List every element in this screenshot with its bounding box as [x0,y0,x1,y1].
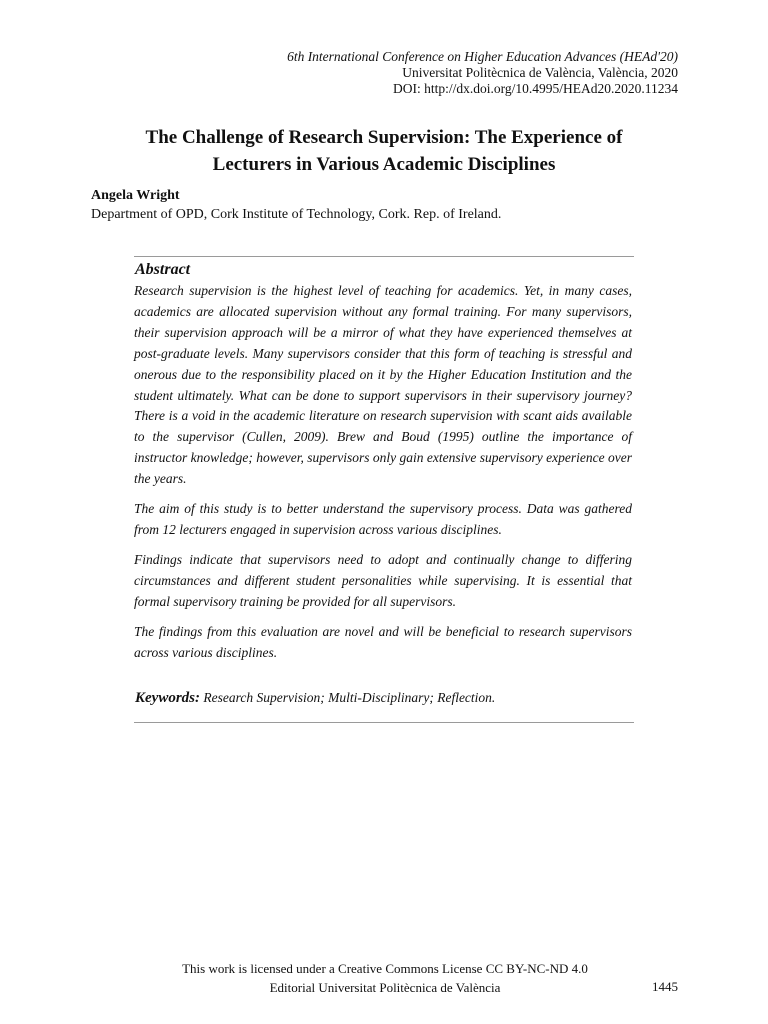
doi-link[interactable]: DOI: http://dx.doi.org/10.4995/HEAd20.2020.11234 [393,81,678,96]
abstract-paragraph: The aim of this study is to better understand the supervisory process. Data was gathered from 12 lecturers engaged in supervision across various disciplines. [134,501,632,537]
paper-title-line-1: The Challenge of Research Supervision: The Experience of [145,127,623,148]
abstract-heading: Abstract [135,261,191,278]
abstract-paragraph: Findings indicate that supervisors need to adopt and continually change to differing circumstances and different student personalities while supervising. It is essential that formal supervisory training be provided for all supervisors. [134,551,632,609]
abstract-section [134,256,634,723]
author-name: Angela Wright [91,188,180,203]
conference-name: 6th International Conference on Higher Education Advances (HEAd'20) [287,49,678,64]
paper-title-line-2: Lecturers in Various Academic Disciplines [212,154,556,175]
page-footer [160,959,610,997]
publisher-name: Editorial Universitat Politècnica de València [269,980,501,995]
abstract-paragraph: The findings from this evaluation are novel and will be beneficial to research supervisors across various disciplines. [134,623,632,660]
keywords-list: Research Supervision; Multi-Disciplinary; Reflection. [203,690,496,705]
license-notice: This work is licensed under a Creative Commons License CC BY-NC-ND 4.0 [182,961,588,976]
abstract-body [134,281,632,672]
author-affiliation: Department of OPD, Cork Institute of Technology, Cork. Rep. of Ireland. [91,207,502,222]
conference-venue: Universitat Politècnica de València, València, 2020 [402,65,678,80]
running-header [118,49,678,97]
keywords [135,690,495,707]
paper-title [60,124,708,178]
abstract-paragraph: Research supervision is the highest level of teaching for academics. Yet, in many cases, academics are allocated supervision without any formal training. For many supervisors, their supervision approach will be a mirror of what they have experienced themselves at post-graduate levels. Many supervisors consider that this form of teaching is stressful and onerous due to the responsibility placed on it by the Higher Education Institution and the student ultimately. What can be done to support supervisors in their supervisory journey? There is a void in the academic literature on research supervision with scant aids available to the supervisor (Cullen, 2009). Brew and Boud (1995) outline the importance of instructor knowledge; however, supervisors only gain extensive supervisory experience over the years. [134,283,632,487]
page-number: 1445 [652,979,678,994]
keywords-label: Keywords: [135,690,200,706]
